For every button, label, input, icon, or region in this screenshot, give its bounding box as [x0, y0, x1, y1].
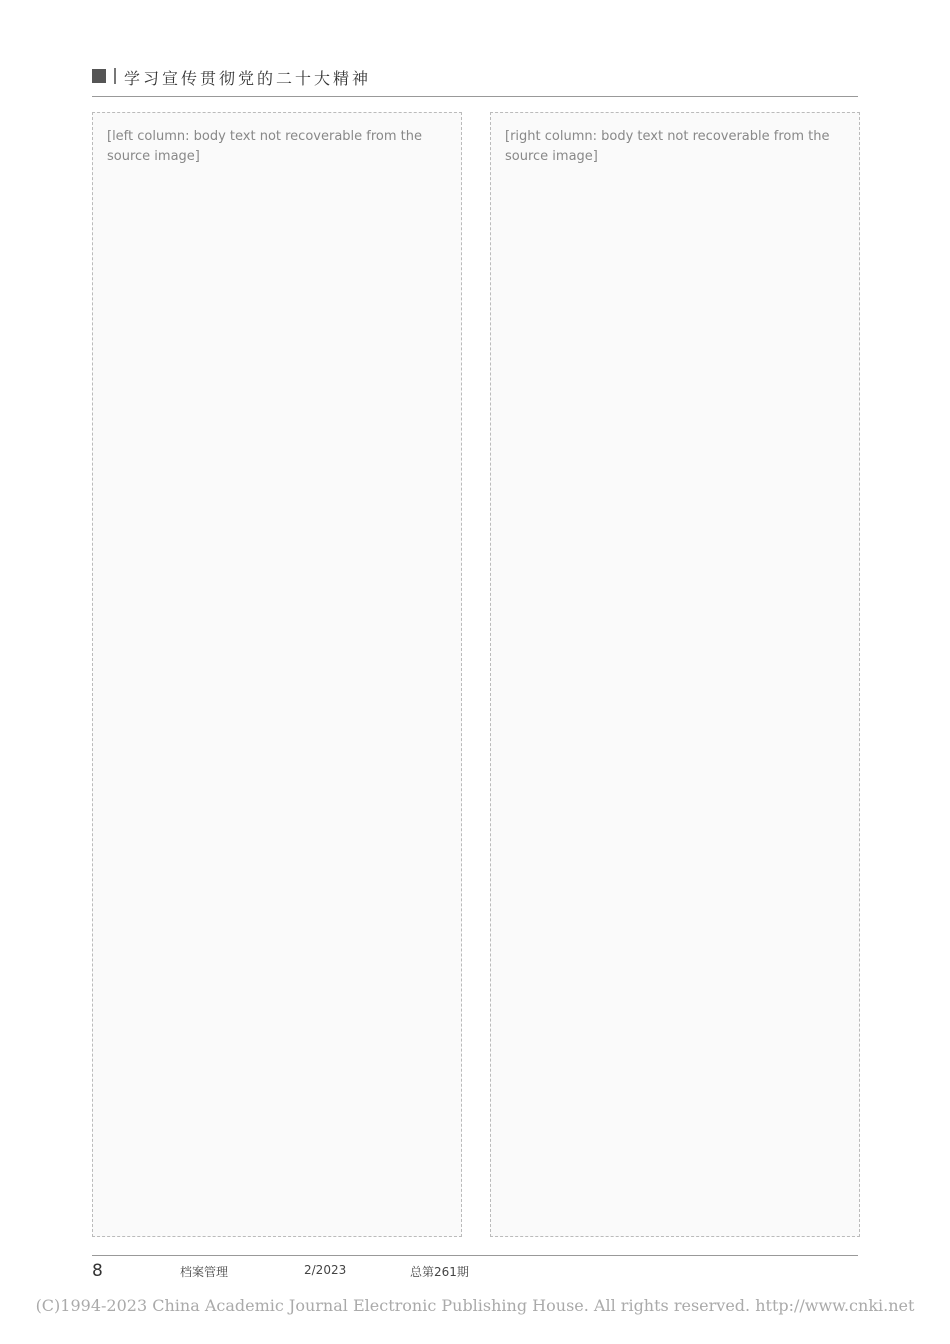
right-column-placeholder: [right column: body text not recoverable from the source image] [490, 112, 860, 1237]
left-column [92, 112, 462, 1237]
running-header-title: 学习宣传贯彻党的二十大精神 [124, 69, 372, 88]
footer-rule [92, 1255, 858, 1256]
left-column-placeholder: [left column: body text not recoverable from the source image] [92, 112, 462, 1237]
running-header [92, 66, 872, 88]
issue-number: 2/2023 [304, 1263, 347, 1277]
header-separator [114, 68, 116, 84]
copyright-notice: (C)1994-2023 China Academic Journal Electronic Publishing House. All rights reserved. http://www.cnki.net [35, 1296, 915, 1315]
page-number: 8 [92, 1261, 103, 1281]
page-footer [92, 1255, 858, 1281]
journal-name: 档案管理 [180, 1265, 229, 1279]
header-rule [92, 96, 858, 97]
right-column [490, 112, 860, 1237]
volume-number: 总第261期 [410, 1265, 469, 1279]
header-square-icon [92, 69, 106, 83]
